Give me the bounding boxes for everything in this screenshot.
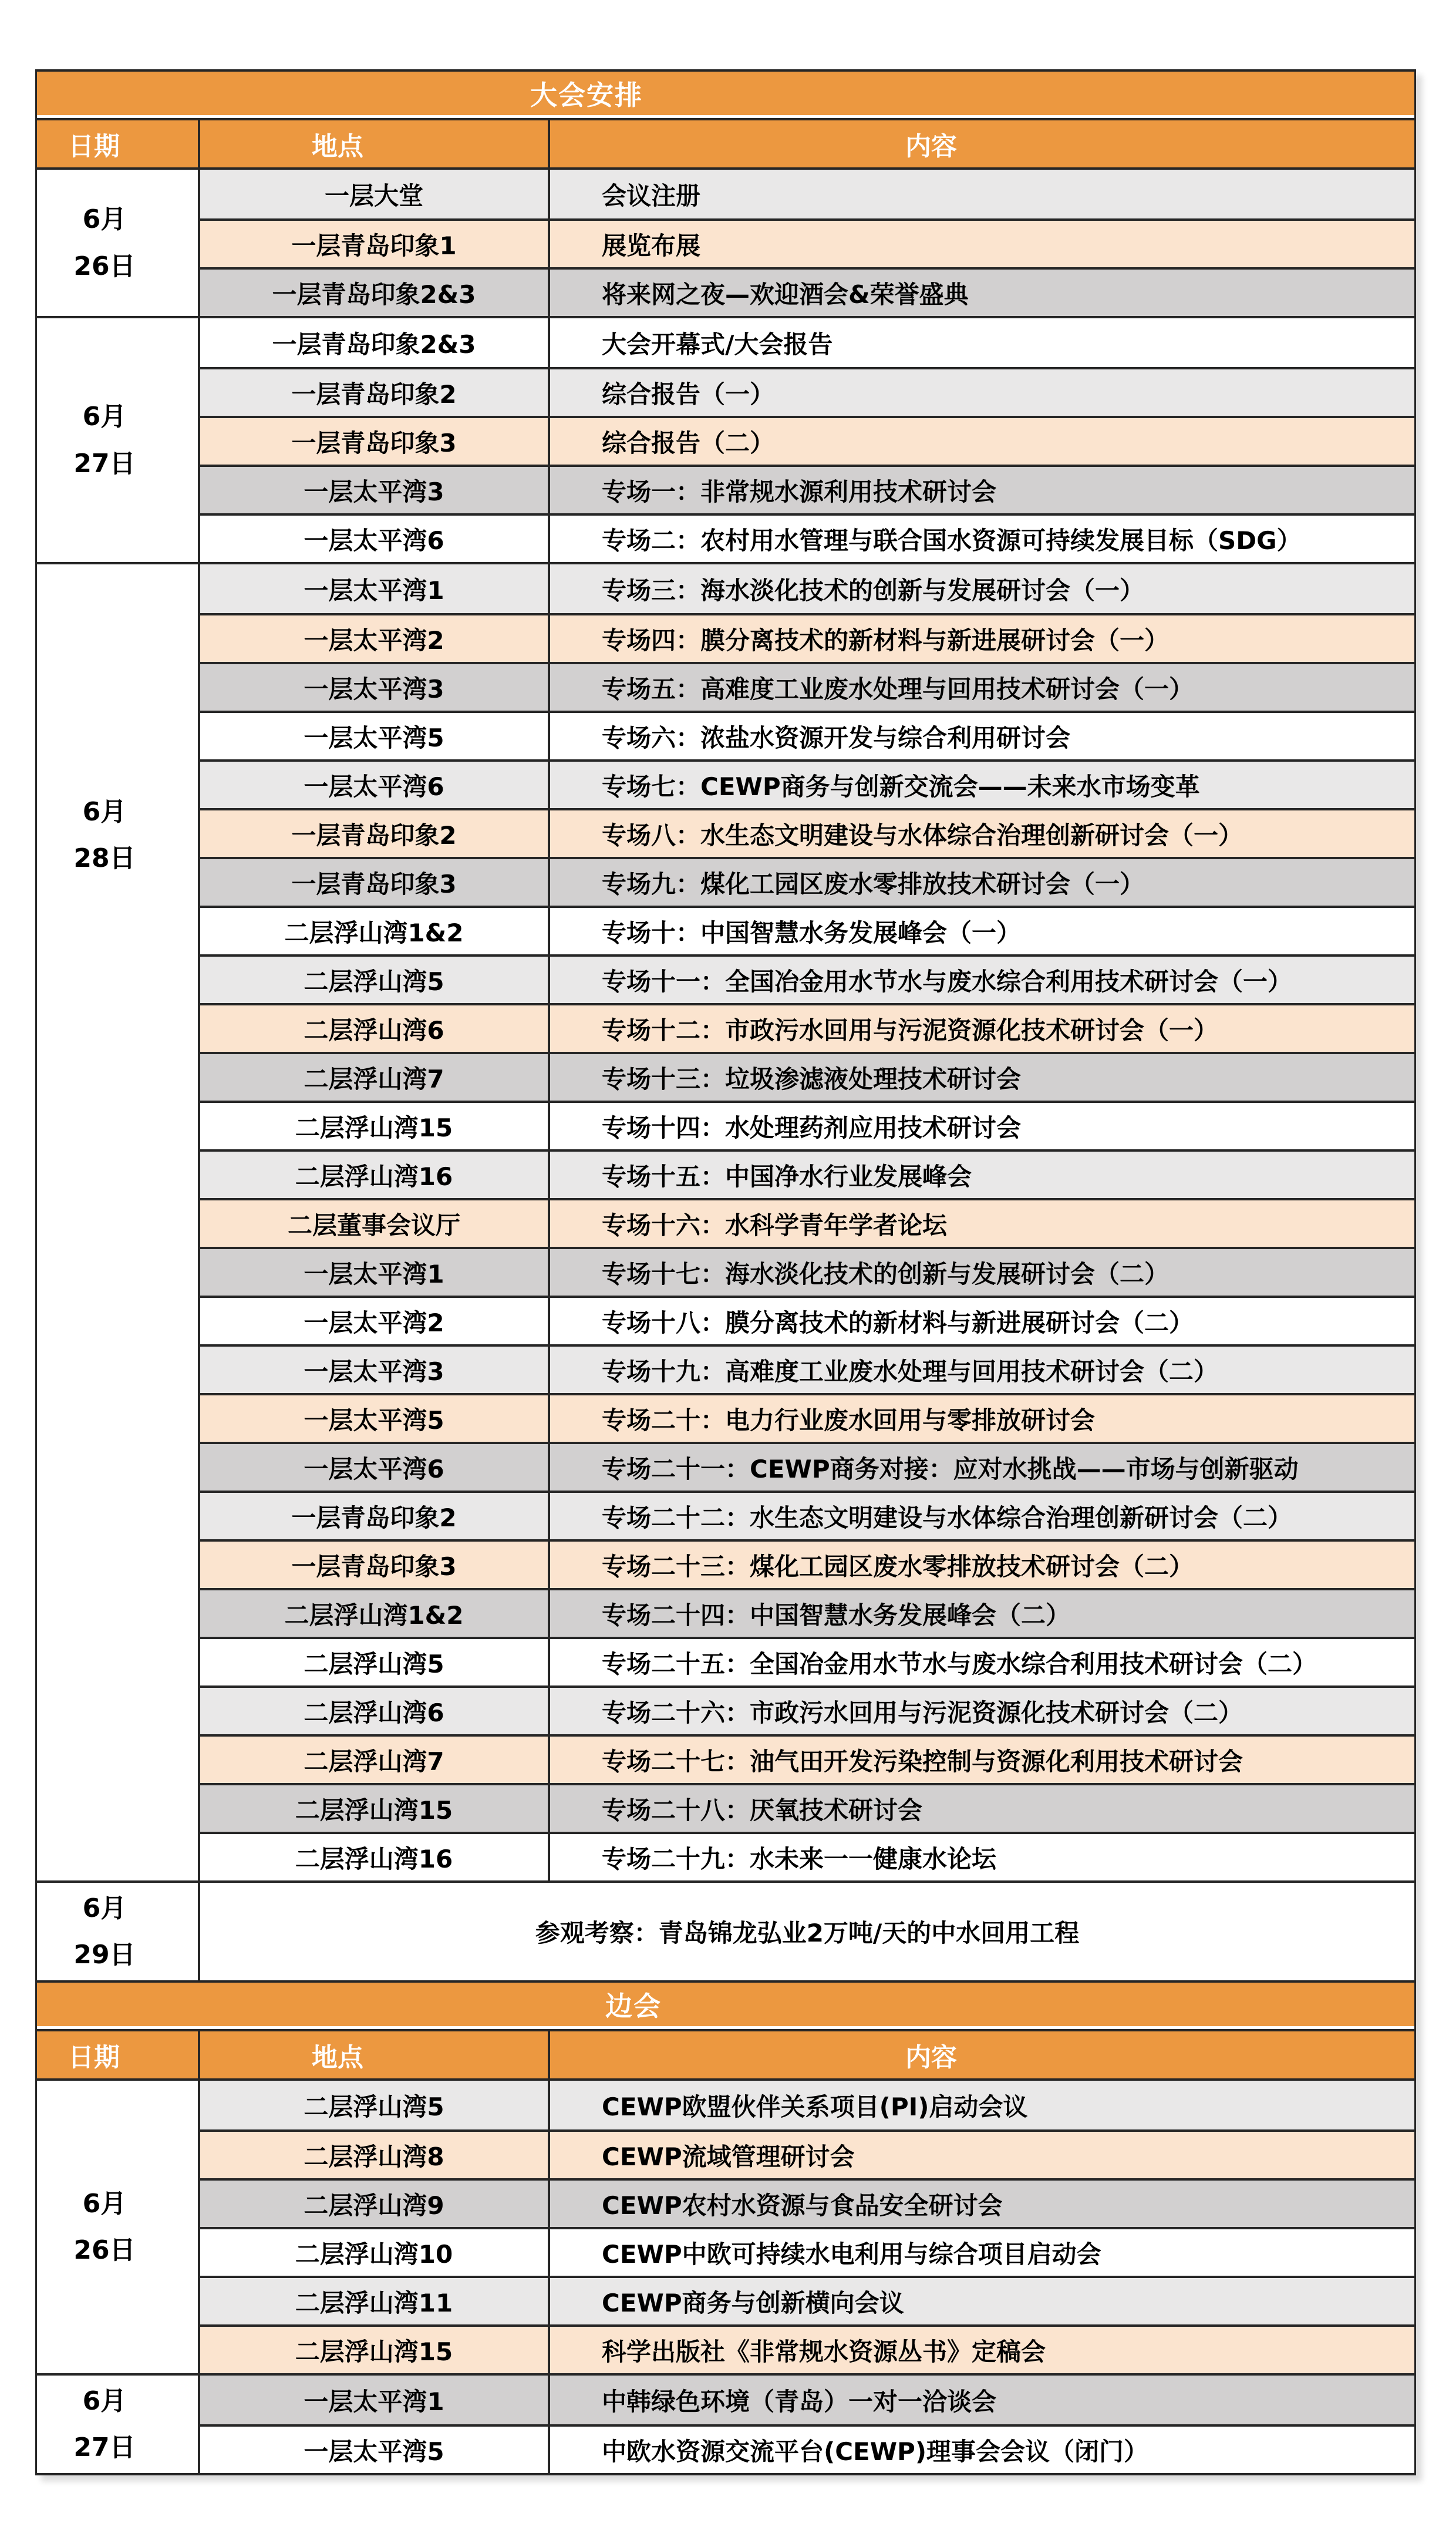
- date-line: 6月: [82, 2188, 127, 2219]
- location-cell: 一层青岛印象3: [200, 1542, 550, 1588]
- column-header-date-label: 日期: [68, 132, 120, 162]
- content-cell: 专场二十八：厌氧技术研讨会: [602, 1795, 923, 1825]
- content-cell: 专场一：非常规水源利用技术研讨会: [602, 477, 997, 506]
- location-cell: 二层浮山湾10: [200, 2229, 550, 2276]
- content-cell: 专场二：农村用水管理与联合国水资源可持续发展目标（SDG）: [602, 526, 1302, 555]
- location-cell: 一层青岛印象2&3: [200, 270, 550, 316]
- location-cell: 二层浮山湾11: [200, 2278, 550, 2324]
- content-cell: 专场七：CEWP商务与创新交流会——未来水市场变革: [602, 772, 1200, 801]
- location-cell: 二层浮山湾6: [200, 1688, 550, 1734]
- content-cell: 专场四：膜分离技术的新材料与新进展研讨会（一）: [602, 625, 1169, 655]
- location-cell: 一层太平湾5: [200, 2427, 550, 2473]
- location-cell: 二层董事会议厅: [200, 1200, 550, 1247]
- schedule-row: [200, 2227, 1414, 2276]
- content-cell: 专场十二：市政污水回用与污泥资源化技术研讨会（一）: [602, 1015, 1219, 1045]
- date-line: 27日: [73, 448, 136, 479]
- main-schedule-section: [37, 69, 1414, 1980]
- schedule-row: [200, 1685, 1414, 1734]
- schedule-row: [200, 1637, 1414, 1685]
- date-line: 6月: [82, 204, 127, 235]
- date-cell: [37, 2081, 200, 2373]
- location-cell: 二层浮山湾5: [200, 957, 550, 1003]
- date-line: 26日: [73, 251, 136, 281]
- location-cell: 一层大堂: [200, 170, 550, 218]
- date-cell: [37, 318, 200, 562]
- location-cell: 一层青岛印象2&3: [200, 318, 550, 367]
- merged-content-cell: 参观考察：青岛锦龙弘业2万吨/天的中水回用工程: [535, 1919, 1080, 1947]
- schedule-row: [200, 1442, 1414, 1491]
- location-cell: 二层浮山湾1&2: [200, 908, 550, 954]
- date-cell: [37, 2376, 200, 2473]
- column-header-content: [550, 2031, 1414, 2078]
- location-cell: 二层浮山湾5: [200, 2081, 550, 2129]
- content-cell: 专场二十九：水未来一一健康水论坛: [602, 1844, 997, 1873]
- content-cell: 专场二十二：水生态文明建设与水体综合治理创新研讨会（二）: [602, 1503, 1293, 1532]
- date-cell: [37, 1883, 200, 1980]
- date-line: 6月: [82, 2386, 127, 2416]
- date-group: [37, 1880, 1414, 1980]
- content-cell: 专场八：水生态文明建设与水体综合治理创新研讨会（一）: [602, 820, 1243, 850]
- location-cell: 一层太平湾6: [200, 1444, 550, 1491]
- content-cell: 专场二十六：市政污水回用与污泥资源化技术研讨会（二）: [602, 1698, 1243, 1727]
- date-cell: [37, 170, 200, 316]
- schedule-row: [200, 954, 1414, 1003]
- content-cell: CEWP中欧可持续水电利用与综合项目启动会: [602, 2239, 1101, 2269]
- location-cell: 一层太平湾1: [200, 1249, 550, 1296]
- column-header-date: [37, 2031, 200, 2078]
- content-cell: 专场十三：垃圾渗滤液处理技术研讨会: [602, 1064, 1022, 1094]
- content-cell: 专场二十一：CEWP商务对接：应对水挑战——市场与创新驱动: [602, 1454, 1299, 1483]
- date-group: [37, 2373, 1414, 2473]
- content-cell: 综合报告（一）: [602, 379, 775, 409]
- schedule-row: [200, 2081, 1414, 2129]
- location-cell: 一层太平湾3: [200, 664, 550, 711]
- schedule-row: [200, 416, 1414, 465]
- date-groups: [37, 167, 1414, 1980]
- schedule-row: [200, 857, 1414, 906]
- column-header-date: [37, 120, 200, 167]
- schedule-row: [200, 1588, 1414, 1637]
- content-cell: 专场二十：电力行业废水回用与零排放研讨会: [602, 1405, 1096, 1435]
- date-groups: [37, 2078, 1414, 2473]
- schedule-row: [200, 170, 1414, 218]
- schedule-row: [200, 613, 1414, 662]
- schedule-row: [200, 1149, 1414, 1198]
- content-cell: 中韩绿色环境（青岛）一对一洽谈会: [602, 2387, 997, 2416]
- schedule-sheet: [35, 69, 1416, 2475]
- content-cell: 中欧水资源交流平台(CEWP)理事会会议（闭门）: [602, 2437, 1149, 2466]
- schedule-row: [200, 1832, 1414, 1880]
- date-line: 26日: [73, 2235, 136, 2265]
- schedule-row: [200, 465, 1414, 513]
- content-cell: 专场十九：高难度工业废水处理与回用技术研讨会（二）: [602, 1357, 1219, 1386]
- schedule-row: [200, 1883, 1414, 1980]
- content-cell: 大会开幕式/大会报告: [602, 329, 833, 359]
- content-cell: 专场二十七：油气田开发污染控制与资源化利用技术研讨会: [602, 1747, 1243, 1776]
- content-cell: 专场二十四：中国智慧水务发展峰会（二）: [602, 1600, 1071, 1630]
- location-cell: 一层青岛印象2: [200, 810, 550, 857]
- location-cell: 一层青岛印象2: [200, 1493, 550, 1539]
- location-cell: 二层浮山湾15: [200, 2327, 550, 2373]
- location-cell: 一层青岛印象3: [200, 418, 550, 465]
- column-header-date-label: 日期: [68, 2043, 120, 2073]
- column-header-content: [550, 120, 1414, 167]
- schedule-row: [200, 1101, 1414, 1149]
- section-title: 边会: [605, 1990, 662, 2022]
- schedule-row: [200, 808, 1414, 857]
- column-header-location: [200, 120, 550, 167]
- date-cell: [37, 564, 200, 1880]
- schedule-row: [200, 2376, 1414, 2424]
- section-title-bar: [37, 69, 1414, 115]
- location-cell: 一层太平湾1: [200, 2376, 550, 2424]
- location-cell: 一层青岛印象1: [200, 221, 550, 267]
- schedule-row: [200, 2324, 1414, 2373]
- content-cell: 专场九：煤化工园区废水零排放技术研讨会（一）: [602, 869, 1145, 899]
- content-cell: 会议注册: [602, 181, 701, 210]
- location-cell: 二层浮山湾15: [200, 1785, 550, 1832]
- location-cell: 二层浮山湾7: [200, 1737, 550, 1783]
- location-cell: 二层浮山湾6: [200, 1005, 550, 1052]
- date-line: 6月: [82, 1893, 127, 1923]
- schedule-row: [200, 759, 1414, 808]
- location-cell: 二层浮山湾9: [200, 2181, 550, 2227]
- content-cell: 专场二十三：煤化工园区废水零排放技术研讨会（二）: [602, 1552, 1194, 1581]
- content-cell: 专场十八：膜分离技术的新材料与新进展研讨会（二）: [602, 1308, 1194, 1337]
- section-title: 大会安排: [530, 79, 643, 111]
- location-cell: 一层太平湾3: [200, 467, 550, 513]
- location-cell: 一层青岛印象3: [200, 859, 550, 906]
- content-cell: CEWP商务与创新横向会议: [602, 2288, 904, 2317]
- content-cell: 专场三：海水淡化技术的创新与发展研讨会（一）: [602, 576, 1145, 605]
- location-cell: 二层浮山湾5: [200, 1639, 550, 1685]
- content-cell: 专场十六：水科学青年学者论坛: [602, 1210, 948, 1240]
- schedule-row: [200, 906, 1414, 954]
- schedule-row: [200, 513, 1414, 562]
- schedule-row: [200, 2129, 1414, 2178]
- schedule-row: [200, 1344, 1414, 1393]
- date-line: 28日: [73, 843, 136, 874]
- location-cell: 二层浮山湾7: [200, 1054, 550, 1101]
- location-cell: 二层浮山湾1&2: [200, 1590, 550, 1637]
- schedule-row: [200, 218, 1414, 267]
- content-cell: 科学出版社《非常规水资源丛书》定稿会: [602, 2337, 1046, 2366]
- schedule-row: [200, 2178, 1414, 2227]
- schedule-row: [200, 1491, 1414, 1539]
- schedule-row: [200, 367, 1414, 416]
- schedule-row: [200, 1734, 1414, 1783]
- schedule-row: [200, 1539, 1414, 1588]
- schedule-row: [200, 564, 1414, 613]
- schedule-row: [200, 662, 1414, 711]
- schedule-row: [200, 318, 1414, 367]
- content-cell: CEWP流域管理研讨会: [602, 2142, 855, 2171]
- content-cell: 专场十一：全国冶金用水节水与废水综合利用技术研讨会（一）: [602, 967, 1293, 996]
- date-group: [37, 167, 1414, 316]
- schedule-row: [200, 1198, 1414, 1247]
- date-line: 27日: [73, 2433, 136, 2462]
- schedule-row: [200, 2424, 1414, 2473]
- content-cell: CEWP欧盟伙伴关系项目(PI)启动会议: [602, 2092, 1028, 2121]
- content-cell: 展览布展: [602, 231, 701, 260]
- schedule-row: [200, 2276, 1414, 2324]
- content-cell: 专场十四：水处理药剂应用技术研讨会: [602, 1113, 1022, 1142]
- location-cell: 二层浮山湾8: [200, 2132, 550, 2178]
- schedule-row: [200, 1247, 1414, 1296]
- column-header-content-label: 内容: [905, 132, 957, 162]
- location-cell: 二层浮山湾16: [200, 1834, 550, 1880]
- content-cell: 专场五：高难度工业废水处理与回用技术研讨会（一）: [602, 674, 1194, 704]
- schedule-row: [200, 267, 1414, 316]
- location-cell: 一层青岛印象2: [200, 369, 550, 416]
- content-cell: 专场十七：海水淡化技术的创新与发展研讨会（二）: [602, 1259, 1169, 1288]
- column-header-row: [37, 2029, 1414, 2078]
- content-cell: 专场六：浓盐水资源开发与综合利用研讨会: [602, 723, 1071, 752]
- content-cell: 专场十：中国智慧水务发展峰会（一）: [602, 918, 1022, 947]
- schedule-row: [200, 1783, 1414, 1832]
- date-group: [37, 2078, 1414, 2373]
- date-group: [37, 562, 1414, 1880]
- schedule-row: [200, 1393, 1414, 1442]
- location-cell: 一层太平湾2: [200, 615, 550, 662]
- content-cell: 综合报告（二）: [602, 428, 775, 457]
- location-cell: 一层太平湾2: [200, 1298, 550, 1344]
- date-group: [37, 316, 1414, 562]
- column-header-row: [37, 118, 1414, 167]
- column-header-location-label: 地点: [312, 2043, 363, 2073]
- location-cell: 一层太平湾1: [200, 564, 550, 613]
- schedule-row: [200, 711, 1414, 759]
- date-line: 6月: [82, 402, 127, 432]
- content-cell: 将来网之夜—欢迎酒会&荣誉盛典: [602, 280, 969, 309]
- column-header-location: [200, 2031, 550, 2078]
- date-line: 29日: [73, 1940, 136, 1970]
- location-cell: 一层太平湾5: [200, 1395, 550, 1442]
- location-cell: 一层太平湾6: [200, 762, 550, 808]
- schedule-row: [200, 1003, 1414, 1052]
- content-cell: 专场十五：中国净水行业发展峰会: [602, 1162, 972, 1191]
- date-line: 6月: [82, 797, 127, 827]
- location-cell: 一层太平湾6: [200, 516, 550, 562]
- location-cell: 一层太平湾5: [200, 713, 550, 759]
- column-header-content-label: 内容: [905, 2043, 957, 2073]
- location-cell: 二层浮山湾15: [200, 1103, 550, 1149]
- side-meetings-section: [37, 1980, 1414, 2473]
- content-cell: CEWP农村水资源与食品安全研讨会: [602, 2191, 1003, 2220]
- content-cell: 专场二十五：全国冶金用水节水与废水综合利用技术研讨会（二）: [602, 1649, 1317, 1678]
- section-title-bar: [37, 1980, 1414, 2026]
- schedule-row: [200, 1296, 1414, 1344]
- column-header-location-label: 地点: [312, 132, 363, 162]
- location-cell: 二层浮山湾16: [200, 1152, 550, 1198]
- schedule-row: [200, 1052, 1414, 1101]
- location-cell: 一层太平湾3: [200, 1347, 550, 1393]
